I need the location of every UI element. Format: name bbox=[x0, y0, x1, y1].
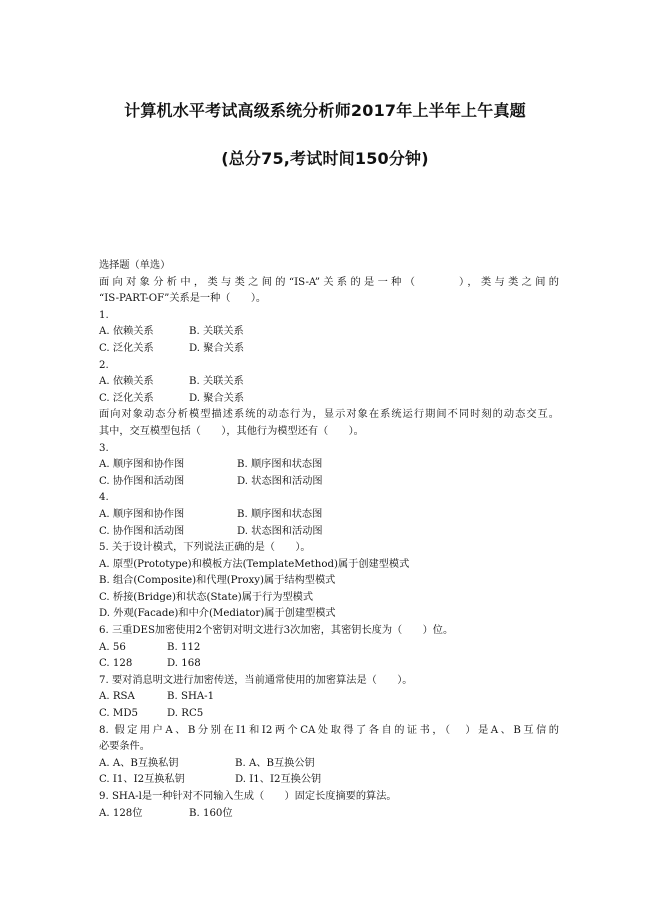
option-row bbox=[99, 772, 559, 789]
option: A. RSA bbox=[99, 691, 135, 703]
option: B. 组合(Composite)和代理(Proxy)属于结构型模式 bbox=[99, 575, 336, 587]
option: A. 128位 bbox=[99, 807, 143, 819]
option-row bbox=[99, 656, 559, 673]
page-title: 计算机水平考试高级系统分析师2017年上半年上午真题 bbox=[124, 101, 526, 120]
option: B. SHA-1 bbox=[167, 691, 215, 703]
option: D. RC5 bbox=[167, 708, 204, 720]
question-stem: “IS-PART-OF”关系是一种（ ）。 bbox=[99, 293, 267, 305]
question-stem: 6. 三重DES加密使用2个密钥对明文进行3次加密，其密钥长度为（ ）位。 bbox=[99, 625, 454, 637]
option: A. A、B互换私钥 bbox=[99, 757, 179, 769]
option: D. 外观(Facade)和中介(Mediator)属于创建型模式 bbox=[99, 608, 336, 620]
option: A. 56 bbox=[99, 641, 126, 653]
option: C. 128 bbox=[99, 658, 133, 670]
question-number: 1. bbox=[99, 309, 109, 321]
option: D. 状态图和活动图 bbox=[237, 525, 323, 537]
option: C. 桥接(Bridge)和状态(State)属于行为型模式 bbox=[99, 591, 314, 603]
option-row bbox=[99, 341, 559, 358]
question-stem: 5. 关于设计模式，下列说法正确的是（ ）。 bbox=[99, 542, 311, 554]
option: D. 状态图和活动图 bbox=[237, 475, 323, 487]
option: D. 168 bbox=[167, 658, 201, 670]
option: A. 顺序图和协作图 bbox=[99, 508, 185, 520]
option-row bbox=[99, 756, 559, 773]
option-row bbox=[99, 474, 559, 491]
option: B. 关联关系 bbox=[189, 376, 244, 388]
option: C. I1、I2互换私钥 bbox=[99, 774, 185, 786]
option: B. 160位 bbox=[189, 807, 233, 819]
option: C. 协作图和活动图 bbox=[99, 525, 185, 537]
question-stem: 必要条件。 bbox=[99, 741, 150, 753]
question-stem: 8. 假定用户A、B分别在I1和I2两个CA处取得了各自的证书，（ ）是A、B互信的 bbox=[99, 724, 559, 736]
question-stem: 9. SHA-l是一种针对不同输入生成（ ）固定长度摘要的算法。 bbox=[99, 791, 397, 802]
option: A. 原型(Prototype)和模板方法(TemplateMethod)属于创建型模式 bbox=[99, 558, 410, 570]
option-row bbox=[99, 374, 559, 391]
option-row bbox=[99, 640, 559, 657]
option: C. 协作图和活动图 bbox=[99, 475, 185, 487]
option: C. MD5 bbox=[99, 708, 138, 720]
option: A. 依赖关系 bbox=[99, 376, 154, 388]
option-row bbox=[99, 806, 559, 823]
question-number: 3. bbox=[99, 442, 109, 454]
question-stem: 面向对象动态分析模型描述系统的动态行为，显示对象在系统运行期间不同时刻的动态交互。 bbox=[99, 409, 559, 421]
option: B. A、B互换公钥 bbox=[235, 757, 315, 769]
question-stem: 7. 要对消息明文进行加密传送，当前通常使用的加密算法是（ ）。 bbox=[99, 674, 413, 686]
option: C. 泛化关系 bbox=[99, 392, 154, 404]
option: C. 泛化关系 bbox=[99, 342, 154, 354]
question-stem: 面向对象分析中，类与类之间的“IS-A”关系的是一种（ ），类与类之间的 bbox=[99, 276, 559, 288]
question-list bbox=[99, 258, 559, 822]
option: D. 聚合关系 bbox=[189, 392, 245, 404]
question-stem: 其中，交互模型包括（ ），其他行为模型还有（ ）。 bbox=[99, 425, 364, 437]
option-row bbox=[99, 689, 559, 706]
option: B. 顺序图和状态图 bbox=[237, 508, 323, 520]
option-row bbox=[99, 706, 559, 723]
option: D. 聚合关系 bbox=[189, 342, 245, 354]
page-subtitle: (总分75,考试时间150分钟) bbox=[221, 149, 429, 168]
option-row bbox=[99, 457, 559, 474]
option: A. 依赖关系 bbox=[99, 326, 154, 338]
option: A. 顺序图和协作图 bbox=[99, 459, 185, 471]
option-row bbox=[99, 391, 559, 408]
option: B. 112 bbox=[167, 641, 201, 653]
option: B. 关联关系 bbox=[189, 326, 244, 338]
question-number: 4. bbox=[99, 492, 109, 504]
option-row bbox=[99, 324, 559, 341]
option: D. I1、I2互换公钥 bbox=[235, 774, 322, 786]
question-number: 2. bbox=[99, 359, 109, 371]
option: B. 顺序图和状态图 bbox=[237, 459, 323, 471]
option-row bbox=[99, 524, 559, 541]
option-row bbox=[99, 507, 559, 524]
section-heading: 选择题（单选） bbox=[99, 260, 171, 271]
